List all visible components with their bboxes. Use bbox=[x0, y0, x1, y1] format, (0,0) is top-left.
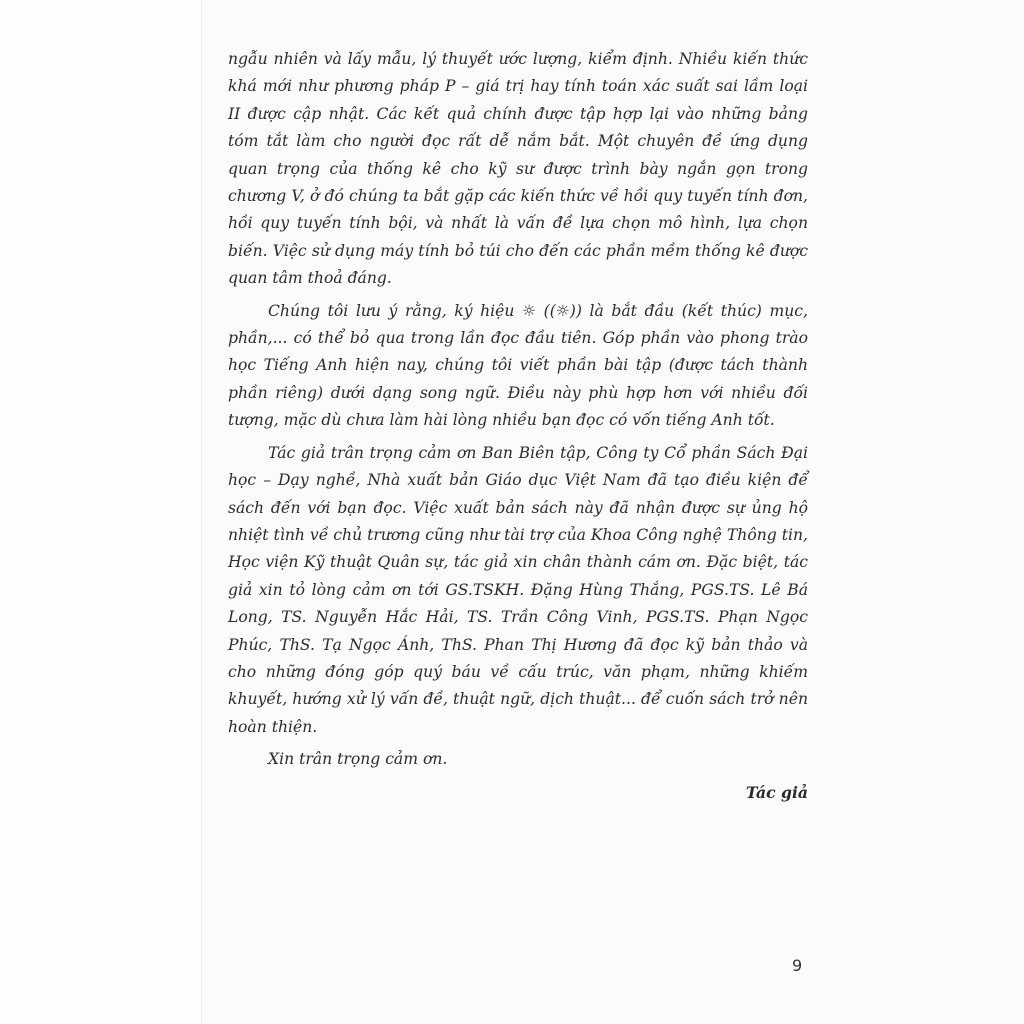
paragraph-thanks: Xin trân trọng cảm ơn. bbox=[268, 750, 448, 769]
paragraph-continuation: ngẫu nhiên và lấy mẫu, lý thuyết ước lượng, kiểm định. Nhiều kiến thức khá mới như phương pháp P – giá trị hay tính toán xác suất sai lầm loại II được cập nhật. Các kết quả chính được tập hợp lại vào những bảng tóm tắt làm cho người đọc rất dễ nắm bắt. Một chuyên đề ứng dụng quan trọng của thống kê cho kỹ sư được trình bày ngắn gọn trong chương V, ở đó chúng ta bắt gặp các kiến thức về hồi quy tuyến tính đơn, hồi quy tuyến tính bội, và nhất là vấn đề lựa chọn mô hình, lựa chọn biến. Việc sử dụng máy tính bỏ túi cho đến các phần mềm thống kê được quan tâm thoả đáng. bbox=[228, 50, 808, 288]
body-text bbox=[228, 46, 808, 806]
paragraph-symbol-note: Chúng tôi lưu ý rằng, ký hiệu ☼ ((☼)) là bắt đầu (kết thúc) mục, phần,... có thể bỏ qua trong lần đọc đầu tiên. Góp phần vào phong trào học Tiếng Anh hiện nay, chúng tôi viết phần bài tập (được tách thành phần riêng) dưới dạng song ngữ. Điều này phù hợp hơn với nhiều đối tượng, mặc dù chưa làm hài lòng nhiều bạn đọc có vốn tiếng Anh tốt. bbox=[228, 301, 808, 430]
paragraph-acknowledgement: Tác giả trân trọng cảm ơn Ban Biên tập, Công ty Cổ phần Sách Đại học – Dạy nghề, Nhà xuất bản Giáo dục Việt Nam đã tạo điều kiện để sách đến với bạn đọc. Việc xuất bản sách này đã nhận được sự ủng hộ nhiệt tình về chủ trương cũng như tài trợ của Khoa Công nghệ Thông tin, Học viện Kỹ thuật Quân sự, tác giả xin chân thành cám ơn. Đặc biệt, tác giả xin tỏ lòng cảm ơn tới GS.TSKH. Đặng Hùng Thắng, PGS.TS. Lê Bá Long, TS. Nguyễn Hắc Hải, TS. Trần Công Vinh, PGS.TS. Phạn Ngọc Phúc, ThS. Tạ Ngọc Ánh, ThS. Phan Thị Hương đã đọc kỹ bản thảo và cho những đóng góp quý báu về cấu trúc, văn phạm, những khiếm khuyết, hướng xử lý vấn đề, thuật ngữ, dịch thuật... để cuốn sách trở nên hoàn thiện. bbox=[228, 443, 808, 736]
author-signature: Tác giả bbox=[745, 782, 808, 802]
page-number: 9 bbox=[792, 956, 803, 975]
